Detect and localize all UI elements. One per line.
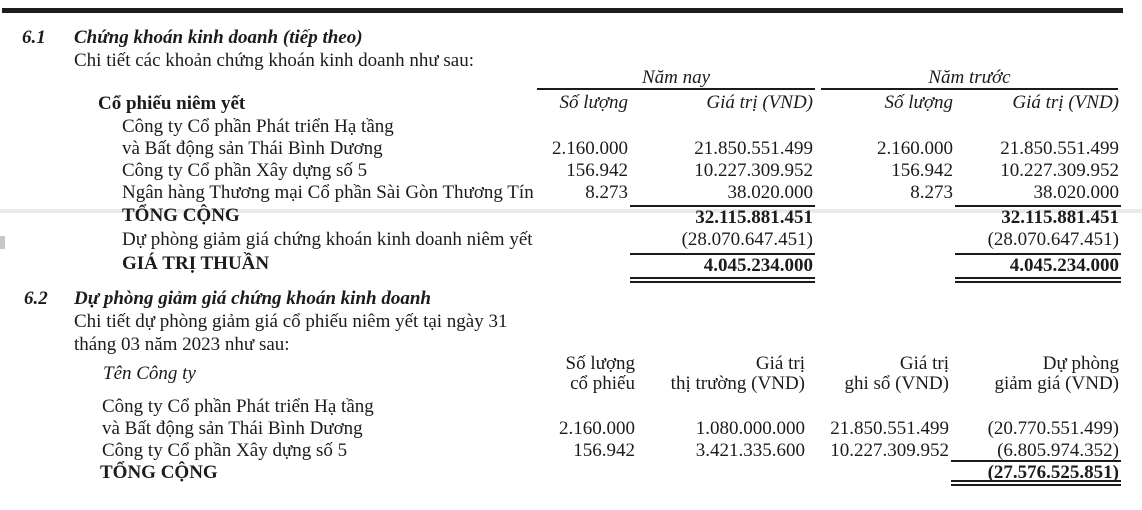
- value-company1-qty-prior: 2.160.000: [877, 138, 953, 159]
- row-label-net-value: GIÁ TRỊ THUẦN: [122, 253, 270, 274]
- col-header-line: cổ phiếu: [570, 373, 635, 394]
- section-6-2-intro-line2: tháng 03 năm 2023 như sau:: [74, 334, 290, 355]
- value-company1-qty-current: 2.160.000: [552, 138, 628, 159]
- value-provision-current: (28.070.647.451): [681, 229, 813, 250]
- value-company1-share-qty: 2.160.000: [559, 418, 635, 439]
- row-label-total: TỔNG CỘNG: [122, 205, 240, 226]
- section-6-1-number: 6.1: [22, 27, 46, 48]
- col-header-line: Giá trị: [755, 353, 805, 374]
- value-bank-qty-current: 8.273: [585, 182, 628, 203]
- value-total-prior: 32.115.881.451: [955, 205, 1121, 229]
- value-company2-provision: (6.805.974.352): [951, 440, 1121, 462]
- col-header-quantity-prior: Số lượng: [884, 92, 953, 113]
- row-label-provision: Dự phòng giảm giá chứng khoán kinh doanh niêm yết: [122, 229, 533, 250]
- value-company1-book: 21.850.551.499: [830, 418, 949, 439]
- value-company2-val-prior: 10.227.309.952: [1000, 160, 1119, 181]
- col-header-line: giảm giá (VND): [994, 373, 1119, 394]
- value-company1-val-prior: 21.850.551.499: [1000, 138, 1119, 159]
- col-header-line: Giá trị: [899, 353, 949, 374]
- row-label-company1-line1: Công ty Cổ phần Phát triển Hạ tầng: [122, 116, 394, 137]
- page-top-rule: [2, 8, 1123, 13]
- col-header-line: ghi sổ (VND): [844, 373, 949, 394]
- value-bank-val-prior: 38.020.000: [1033, 182, 1119, 203]
- row-label-listed-shares: Cổ phiếu niêm yết: [98, 93, 246, 114]
- row-label-company1-line1: Công ty Cổ phần Phát triển Hạ tầng: [102, 396, 374, 417]
- row-label-total: TỔNG CỘNG: [100, 462, 218, 483]
- value-company2-market: 3.421.335.600: [695, 440, 805, 461]
- col-header-share-quantity: [470, 352, 637, 396]
- column-group-current-year: Năm nay: [537, 68, 815, 90]
- value-total-provision: (27.576.525.851): [951, 462, 1121, 486]
- value-company2-book: 10.227.309.952: [830, 440, 949, 461]
- col-header-market-value: [637, 352, 807, 396]
- row-label-company2: Công ty Cổ phần Xây dựng số 5: [122, 160, 368, 181]
- value-net-current: 4.045.234.000: [630, 253, 815, 283]
- col-header-value-current: Giá trị (VND): [706, 92, 813, 113]
- value-provision-prior: (28.070.647.451): [987, 229, 1119, 250]
- trading-securities-table: [0, 68, 1121, 283]
- col-header-line: Dự phòng: [1042, 353, 1119, 374]
- provision-detail-table: [0, 352, 1121, 486]
- col-header-book-value: [807, 352, 951, 396]
- row-label-company1-line2: và Bất động sản Thái Bình Dương: [102, 418, 363, 439]
- value-bank-val-current: 38.020.000: [727, 182, 813, 203]
- section-6-2-intro-line1: Chi tiết dự phòng giảm giá cổ phiếu niêm yết tại ngày 31: [74, 311, 508, 332]
- section-6-2-title: Dự phòng giảm giá chứng khoán kinh doanh: [74, 288, 431, 309]
- col-header-line: thị trường (VND): [670, 373, 805, 394]
- section-6-1-title: Chứng khoán kinh doanh (tiếp theo): [74, 27, 363, 48]
- col-header-quantity-current: Số lượng: [559, 92, 628, 113]
- value-bank-qty-prior: 8.273: [910, 182, 953, 203]
- value-company1-val-current: 21.850.551.499: [694, 138, 813, 159]
- row-label-company1-line2: và Bất động sản Thái Bình Dương: [122, 138, 383, 159]
- section-6-1-intro: Chi tiết các khoản chứng khoán kinh doanh như sau:: [74, 50, 474, 71]
- value-net-prior: 4.045.234.000: [955, 253, 1121, 283]
- value-company1-provision: (20.770.551.499): [987, 418, 1119, 439]
- value-company2-qty-current: 156.942: [566, 160, 628, 181]
- col-header-provision: [951, 352, 1121, 396]
- column-group-prior-year: Năm trước: [821, 68, 1118, 90]
- value-total-current: 32.115.881.451: [630, 205, 815, 229]
- col-header-line: Số lượng: [565, 353, 635, 374]
- value-company2-val-current: 10.227.309.952: [694, 160, 813, 181]
- value-company2-share-qty: 156.942: [573, 440, 635, 461]
- section-6-2-number: 6.2: [24, 288, 48, 309]
- row-label-bank: Ngân hàng Thương mại Cổ phần Sài Gòn Thương Tín: [122, 182, 534, 203]
- empty-cell: [0, 68, 537, 90]
- col-header-company-name: Tên Công ty: [103, 363, 196, 384]
- value-company1-market: 1.080.000.000: [695, 418, 805, 439]
- row-label-company2: Công ty Cổ phần Xây dựng số 5: [102, 440, 348, 461]
- value-company2-qty-prior: 156.942: [891, 160, 953, 181]
- col-header-value-prior: Giá trị (VND): [1012, 92, 1119, 113]
